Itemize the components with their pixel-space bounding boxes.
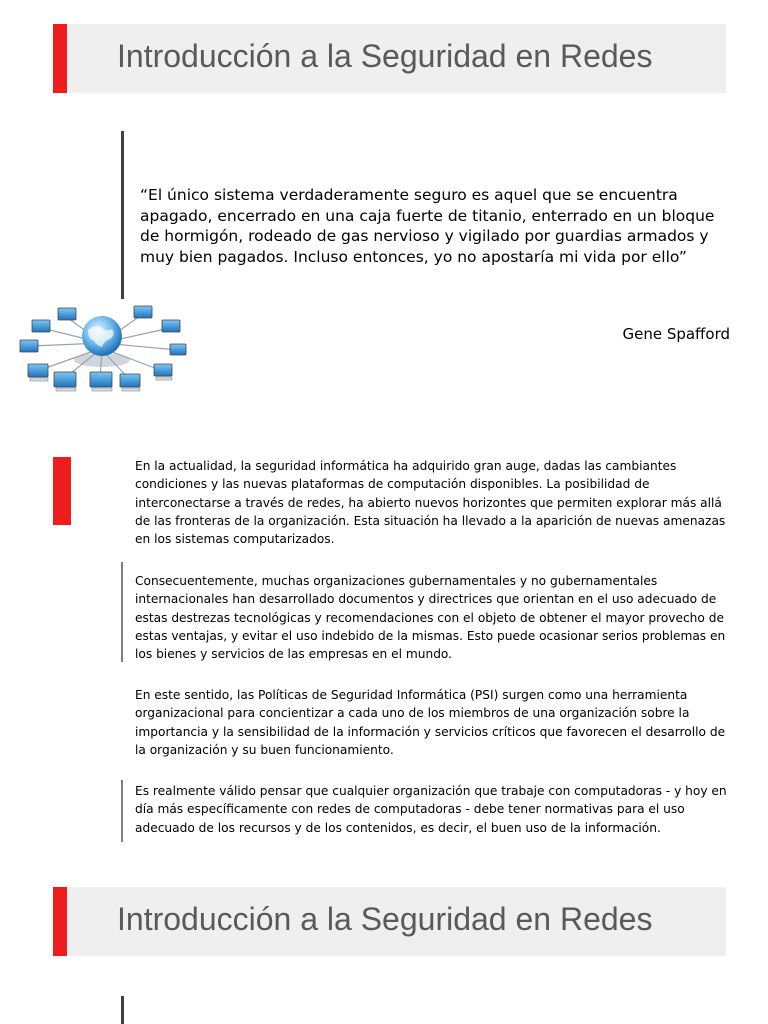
section-bar (121, 996, 124, 1024)
body-paragraph: Consecuentemente, muchas organizaciones gubernamentales y no gubernamentales internacionales han desarrollado documentos y directrices que orientan en el uso adecuado de estas destrezas tecnológicas y recomendaciones con el objeto de obtener el mayor provecho de estas ventajas, y evitar el uso indebido de la mismas. Esto puede ocasionar serios problemas en los bienes y servicios de las empresas en el mundo. (135, 574, 726, 662)
title-accent-bar (53, 24, 67, 93)
paragraph-separator (121, 562, 123, 662)
body-paragraph: En este sentido, las Políticas de Seguridad Informática (PSI) surgen como una herramienta organizacional para concientizar a cada uno de los miembros de una organización sobre la importancia y la sensibilidad de la información y servicios críticos que favorecen el desarrollo de la organización y su buen funcionamiento. (135, 688, 726, 757)
section-title: Introducción a la Seguridad en Redes (117, 901, 653, 937)
quote-author: Gene Spafford (622, 325, 730, 343)
paragraph-separator (121, 780, 123, 842)
network-globe-computers-icon (10, 298, 190, 402)
title-accent-bar (53, 887, 67, 956)
title-banner (53, 887, 726, 956)
page-title: Introducción a la Seguridad en Redes (117, 38, 653, 74)
quote-text: “El único sistema verdaderamente seguro es aquel que se encuentra apagado, encerrado en una caja fuerte de titanio, enterrado en un bloque de hormigón, rodeado de gas nervioso y vigilado por guardias armados y muy bien pagados. Incluso entonces, yo no apostaría mi vida por ello” (140, 186, 715, 266)
section-accent-bar (53, 457, 71, 525)
quote-bar (121, 131, 124, 299)
title-banner (53, 24, 726, 93)
body-paragraph: Es realmente válido pensar que cualquier organización que trabaje con computadoras - y hoy en día más específicamente con redes de computadoras - debe tener normativas para el uso adecuado de los recursos y de los contenidos, es decir, el buen uso de la información. (135, 784, 727, 835)
body-paragraph: En la actualidad, la seguridad informática ha adquirido gran auge, dadas las cambiantes condiciones y las nuevas plataformas de computación disponibles. La posibilidad de interconectarse a través de redes, ha abierto nuevos horizontes que permiten explorar más allá de las fronteras de la organización. Esta situación ha llevado a la aparición de nuevas amenazas en los sistemas computarizados. (135, 459, 726, 547)
